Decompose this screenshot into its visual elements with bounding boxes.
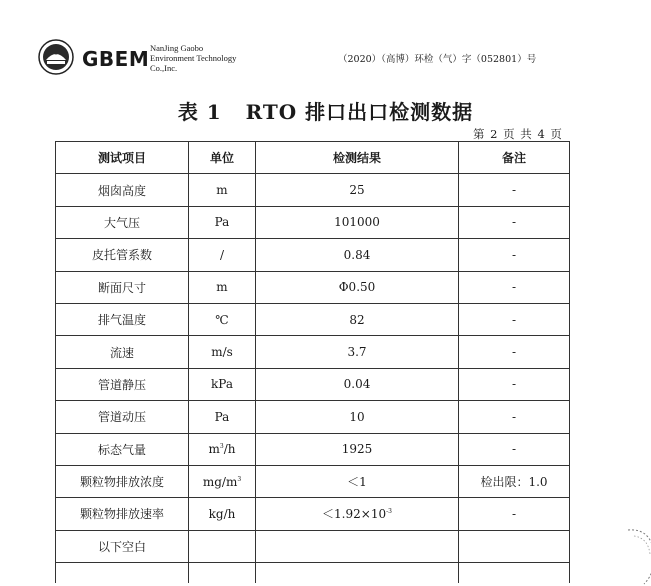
result-text: 3.7 xyxy=(347,345,367,360)
table-row xyxy=(56,239,570,271)
result-text: 0.84 xyxy=(343,247,371,262)
cell-unit xyxy=(189,530,256,562)
company-line-3: Co.,Inc. xyxy=(150,63,178,73)
result-exponent: -3 xyxy=(386,508,392,516)
table-header-row xyxy=(56,142,570,174)
cell-note: - xyxy=(459,498,570,530)
cell-empty xyxy=(56,563,189,584)
company-name xyxy=(150,43,236,73)
cell-result xyxy=(256,174,459,206)
seal-stamp-partial xyxy=(620,522,651,586)
cell-result xyxy=(256,206,459,238)
result-text: 10 xyxy=(349,409,365,424)
table-row xyxy=(56,401,570,433)
cell-result xyxy=(256,271,459,303)
cell-empty xyxy=(459,563,570,584)
unit-text: kPa xyxy=(211,377,233,392)
header-item: 测试项目 xyxy=(56,142,189,174)
result-text: 82 xyxy=(349,312,365,327)
result-text: 0.04 xyxy=(343,377,371,392)
cell-note: - xyxy=(459,239,570,271)
cell-result xyxy=(256,336,459,368)
cell-result xyxy=(256,498,459,530)
cell-unit xyxy=(189,239,256,271)
cell-note: - xyxy=(459,303,570,335)
company-logo-icon xyxy=(38,39,74,75)
cell-item: 标态气量 xyxy=(56,433,189,465)
company-line-2: Environment Technology xyxy=(150,53,237,63)
cell-note: 检出限：1.0 xyxy=(459,465,570,497)
table-row xyxy=(56,368,570,400)
cell-note: - xyxy=(459,401,570,433)
cell-empty xyxy=(256,563,459,584)
unit-text: mg/m xyxy=(202,474,238,489)
cell-item: 大气压 xyxy=(56,206,189,238)
table-row xyxy=(56,206,570,238)
cell-item: 烟囱高度 xyxy=(56,174,189,206)
company-line-1: NanJing Gaobo xyxy=(150,43,204,53)
unit-superscript: 3 xyxy=(237,475,242,483)
cell-note: - xyxy=(459,206,570,238)
cell-item: 流速 xyxy=(56,336,189,368)
cell-unit xyxy=(189,498,256,530)
cell-result xyxy=(256,303,459,335)
table-row xyxy=(56,303,570,335)
cell-note: - xyxy=(459,433,570,465)
cell-item: 颗粒物排放速率 xyxy=(56,498,189,530)
cell-result xyxy=(256,239,459,271)
table-title: 表 1 RTO 排口出口检测数据 xyxy=(177,100,474,124)
cell-unit xyxy=(189,465,256,497)
cell-unit xyxy=(189,368,256,400)
cell-item: 排气温度 xyxy=(56,303,189,335)
table-row-empty xyxy=(56,563,570,584)
table-row xyxy=(56,336,570,368)
cell-unit xyxy=(189,401,256,433)
header-result: 检测结果 xyxy=(256,142,459,174)
cell-unit xyxy=(189,206,256,238)
unit-text: m xyxy=(208,442,220,457)
header-note: 备注 xyxy=(459,142,570,174)
cell-note: - xyxy=(459,368,570,400)
measurement-table xyxy=(55,141,570,583)
table-row xyxy=(56,530,570,562)
cell-note: - xyxy=(459,174,570,206)
unit-text: ℃ xyxy=(215,312,229,327)
cell-result xyxy=(256,401,459,433)
cell-item: 断面尺寸 xyxy=(56,271,189,303)
page-info: 第 2 页 共 4 页 xyxy=(473,127,563,141)
cell-unit xyxy=(189,303,256,335)
cell-note xyxy=(459,530,570,562)
result-text: ＜1 xyxy=(347,475,367,490)
result-text: 25 xyxy=(349,183,365,198)
result-text: ＜1.92×10 xyxy=(322,507,387,522)
cell-item: 管道静压 xyxy=(56,368,189,400)
cell-item: 以下空白 xyxy=(56,530,189,562)
unit-tail: /h xyxy=(223,442,236,457)
unit-text: Pa xyxy=(214,409,230,424)
table-row xyxy=(56,271,570,303)
unit-text: / xyxy=(219,247,225,262)
unit-text: Pa xyxy=(214,215,230,230)
cell-unit xyxy=(189,271,256,303)
cell-result xyxy=(256,368,459,400)
unit-text: m/s xyxy=(211,345,233,360)
cell-unit xyxy=(189,433,256,465)
result-text: 101000 xyxy=(334,215,380,230)
cell-result xyxy=(256,433,459,465)
brand-name: GBEM xyxy=(82,47,150,71)
report-number: （2020）（高博）环检（气）字（052801）号 xyxy=(338,54,537,65)
cell-result xyxy=(256,530,459,562)
cell-unit xyxy=(189,174,256,206)
result-text: Φ0.50 xyxy=(338,280,376,295)
unit-text: m xyxy=(216,183,228,198)
result-text: 1925 xyxy=(341,442,373,457)
cell-note: - xyxy=(459,271,570,303)
cell-item: 管道动压 xyxy=(56,401,189,433)
table-row xyxy=(56,498,570,530)
cell-item: 颗粒物排放浓度 xyxy=(56,465,189,497)
cell-empty xyxy=(189,563,256,584)
cell-unit xyxy=(189,336,256,368)
unit-superscript: 3 xyxy=(219,443,224,451)
unit-text: kg/h xyxy=(208,506,236,521)
cell-item: 皮托管系数 xyxy=(56,239,189,271)
cell-note: - xyxy=(459,336,570,368)
header-unit: 单位 xyxy=(189,142,256,174)
table-body xyxy=(56,174,570,583)
unit-text: m xyxy=(216,280,228,295)
table-row xyxy=(56,433,570,465)
table-row xyxy=(56,174,570,206)
table-row xyxy=(56,465,570,497)
cell-result xyxy=(256,465,459,497)
